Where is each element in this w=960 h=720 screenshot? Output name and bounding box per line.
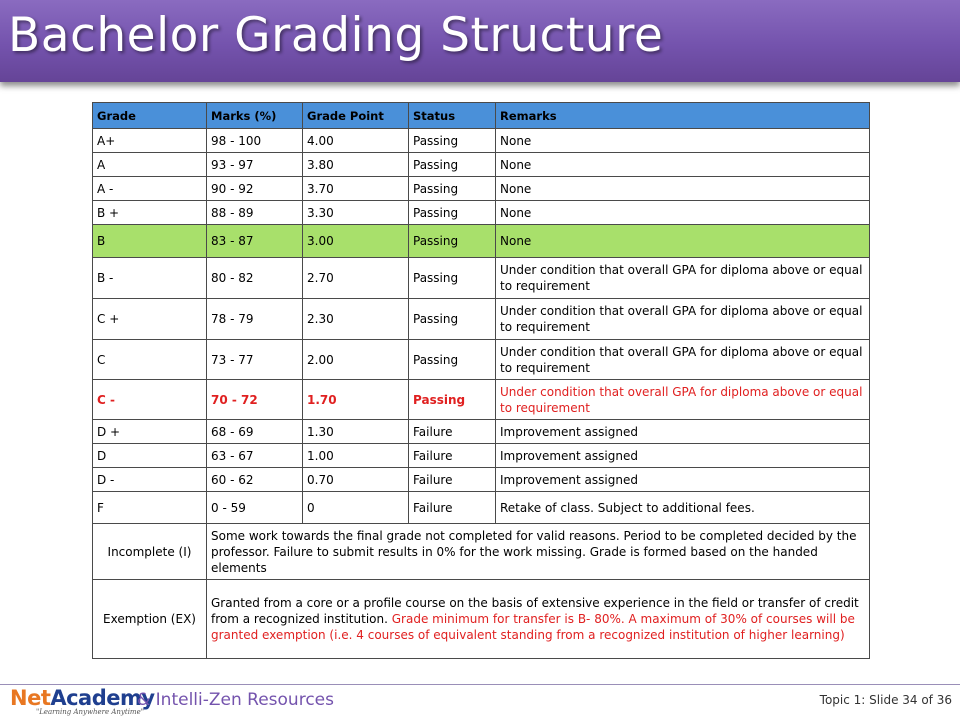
cell-grade-point: 1.70 [303,380,409,420]
cell-grade: B + [93,201,207,225]
cell-marks: 98 - 100 [207,129,303,153]
cell-grade-point: 0 [303,492,409,524]
cell-remarks: None [496,129,870,153]
table-row-warning [93,380,870,420]
cell-marks: 60 - 62 [207,468,303,492]
cell-status: Passing [409,177,496,201]
cell-marks: 90 - 92 [207,177,303,201]
cell-status: Failure [409,492,496,524]
table-row [93,129,870,153]
cell-exemption-description [207,580,870,659]
cell-status: Passing [409,201,496,225]
partner-name: & Intelli-Zen Resources [137,690,334,710]
cell-grade-point: 1.30 [303,420,409,444]
logo-tagline: "Learning Anywhere Anytime" [36,708,144,716]
table-header-row [93,103,870,129]
header-grade: Grade [93,103,207,129]
cell-remarks: Improvement assigned [496,420,870,444]
cell-grade: C + [93,299,207,340]
cell-grade-point: 3.30 [303,201,409,225]
table-row [93,258,870,299]
cell-grade: Exemption (EX) [93,580,207,659]
cell-marks: 83 - 87 [207,225,303,258]
cell-grade: D [93,444,207,468]
cell-remarks: None [496,201,870,225]
cell-marks: 88 - 89 [207,201,303,225]
cell-marks: 80 - 82 [207,258,303,299]
cell-status: Passing [409,153,496,177]
cell-remarks: Under condition that overall GPA for diploma above or equal to requirement [496,258,870,299]
cell-grade-point: 2.30 [303,299,409,340]
cell-grade: A - [93,177,207,201]
cell-status: Failure [409,468,496,492]
cell-grade: A+ [93,129,207,153]
table-row [93,299,870,340]
cell-marks: 93 - 97 [207,153,303,177]
cell-grade: B - [93,258,207,299]
cell-grade-point: 1.00 [303,444,409,468]
table-row [93,444,870,468]
cell-grade: D - [93,468,207,492]
cell-grade: F [93,492,207,524]
cell-status: Failure [409,444,496,468]
cell-status: Passing [409,299,496,340]
cell-grade-point: 2.70 [303,258,409,299]
table-row [93,153,870,177]
cell-incomplete-description: Some work towards the final grade not completed for valid reasons. Period to be completed decided by the professor. Failure to submit results in 0% for the work missing. Grade is formed based on the handed elements [207,524,870,580]
cell-grade: C - [93,380,207,420]
cell-grade-point: 3.80 [303,153,409,177]
exemption-text-highlighted: Grade minimum for transfer is B- 80%. A maximum of 30% of courses will be granted exemption (i.e. 4 courses of equivalent standing from a recognized institution of higher learning) [211,612,855,642]
cell-grade-point: 3.00 [303,225,409,258]
table-row-highlighted [93,225,870,258]
grading-table [92,102,870,659]
header-status: Status [409,103,496,129]
cell-remarks: None [496,225,870,258]
cell-grade-point: 0.70 [303,468,409,492]
header-grade-point: Grade Point [303,103,409,129]
cell-status: Passing [409,340,496,380]
cell-grade: D + [93,420,207,444]
cell-marks: 68 - 69 [207,420,303,444]
table-row-incomplete [93,524,870,580]
cell-grade-point: 3.70 [303,177,409,201]
slide-title: Bachelor Grading Structure [8,8,664,63]
cell-remarks: Under condition that overall GPA for diploma above or equal to requirement [496,340,870,380]
cell-status: Passing [409,258,496,299]
header-marks: Marks (%) [207,103,303,129]
cell-remarks: None [496,153,870,177]
cell-grade: B [93,225,207,258]
table-row [93,201,870,225]
logo-net: Net [10,686,51,710]
cell-status: Passing [409,225,496,258]
exemption-text: Granted from a core or a profile course on the basis of extensive experience in the field or transfer of credit from a recognized institution. [211,596,859,626]
cell-status: Passing [409,129,496,153]
cell-grade-point: 4.00 [303,129,409,153]
cell-marks: 73 - 77 [207,340,303,380]
table-row-exemption [93,580,870,659]
cell-grade: A [93,153,207,177]
cell-remarks: None [496,177,870,201]
cell-remarks: Under condition that overall GPA for diploma above or equal to requirement [496,299,870,340]
cell-marks: 0 - 59 [207,492,303,524]
cell-marks: 78 - 79 [207,299,303,340]
table-row [93,177,870,201]
cell-grade: C [93,340,207,380]
table-row [93,492,870,524]
footer-divider [0,684,960,685]
slide-number: Topic 1: Slide 34 of 36 [819,693,952,707]
cell-remarks: Improvement assigned [496,468,870,492]
cell-grade: Incomplete (I) [93,524,207,580]
cell-marks: 70 - 72 [207,380,303,420]
cell-grade-point: 2.00 [303,340,409,380]
cell-status: Passing [409,380,496,420]
table-row [93,340,870,380]
cell-remarks: Under condition that overall GPA for diploma above or equal to requirement [496,380,870,420]
cell-remarks: Improvement assigned [496,444,870,468]
table-row [93,468,870,492]
header-remarks: Remarks [496,103,870,129]
logo-academy: Academy [50,686,155,710]
cell-status: Failure [409,420,496,444]
netacademy-logo [10,686,155,718]
table-row [93,420,870,444]
title-bar [0,0,960,82]
cell-remarks: Retake of class. Subject to additional fees. [496,492,870,524]
cell-marks: 63 - 67 [207,444,303,468]
